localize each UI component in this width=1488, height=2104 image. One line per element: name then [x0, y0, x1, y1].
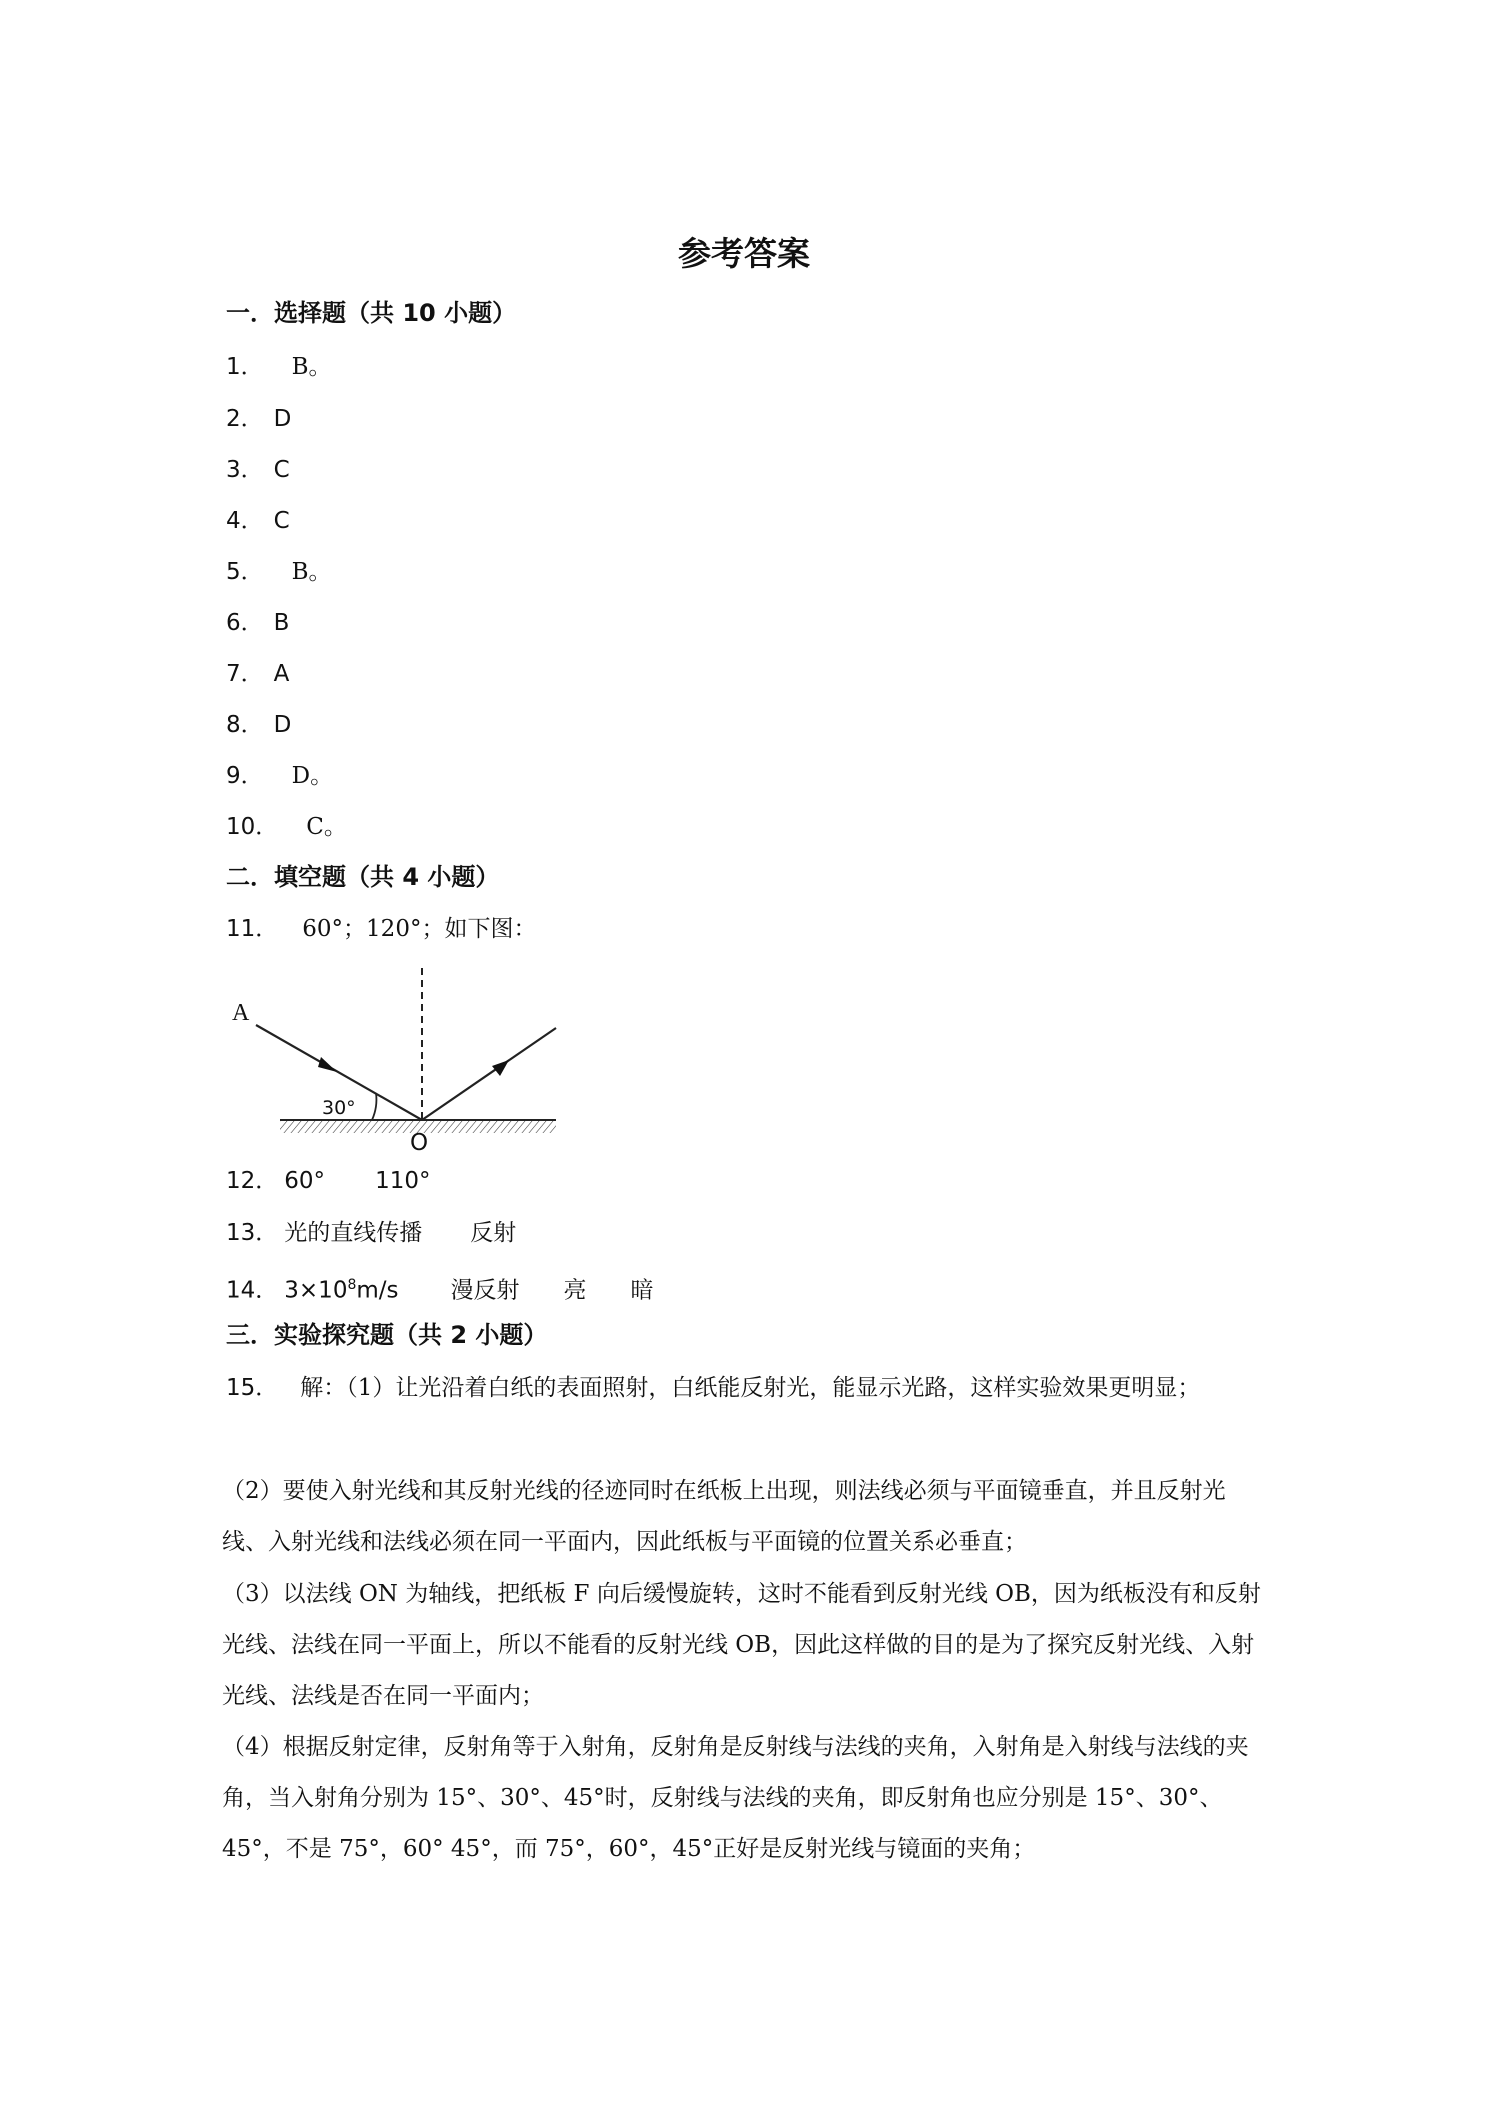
answer-value: 110° [375, 1168, 431, 1194]
answer-number: 4． [226, 508, 264, 534]
answer-number: 9． [226, 763, 264, 789]
answer-2 [226, 404, 291, 434]
answer-number: 1． [226, 354, 264, 380]
answer-15-part4: （4）根据反射定律，反射角等于入射角，反射角是反射线与法线的夹角，入射角是入射线与法线的夹角，当入射角分别为 15°、30°、45°时，反射线与法线的夹角，即反射角也应分别是 15°、30°、45°，不是 75°，60° 45°，而 75°，60°，45°正好是反射光线与镜面的夹角； [222, 1734, 1249, 1862]
answer-value: 光的直线传播 [284, 1220, 423, 1246]
answer-value: 漫反射 [450, 1277, 520, 1304]
answer-number: 5． [226, 559, 264, 585]
answer-value: B。 [291, 354, 332, 380]
reflected-arrow-icon [492, 1060, 509, 1076]
incident-arrow-icon [318, 1057, 337, 1072]
answer-value: B [273, 610, 290, 636]
section-heading-fill: 二．填空题（共 4 小题） [226, 863, 500, 891]
answer-value: 暗 [630, 1277, 654, 1304]
answer-value: C [273, 508, 290, 534]
answer-8 [226, 710, 291, 740]
answer-number: 6． [226, 610, 264, 636]
answer-value: 3×10 [284, 1277, 348, 1304]
answer-text: 解：（1）让光沿着白纸的表面照射，白纸能反射光，能显示光路，这样实验效果更明显； [300, 1375, 1201, 1401]
answer-value: 60° [284, 1168, 326, 1194]
answer-number: 14． [226, 1277, 279, 1304]
answer-number: 11． [226, 916, 279, 942]
answer-11 [226, 914, 536, 944]
answer-5 [226, 557, 332, 587]
answer-15-part3: （3）以法线 ON 为轴线，把纸板 F 向后缓慢旋转，这时不能看到反射光线 OB，因为纸板没有和反射光线、法线在同一平面上，所以不能看的反射光线 OB，因此这样做的目的是为了探究反射光线、入射光线、法线是否在同一平面内； [222, 1581, 1261, 1709]
answer-value: A [273, 661, 290, 687]
answer-value: 反射 [470, 1220, 517, 1246]
answer-value: 亮 [563, 1277, 587, 1304]
answer-number: 12． [226, 1168, 279, 1194]
answer-7 [226, 659, 289, 689]
answer-value: B。 [291, 559, 332, 585]
label-o: O [410, 1130, 429, 1156]
answer-value: 60°；120°；如下图： [302, 916, 537, 942]
answer-12 [226, 1166, 430, 1196]
answer-value: D [273, 406, 292, 432]
answer-number: 7． [226, 661, 264, 687]
answer-1 [226, 352, 332, 382]
answer-15-part1 [226, 1363, 1266, 1414]
answer-number: 15． [226, 1375, 279, 1401]
answer-number: 13． [226, 1220, 279, 1246]
answer-value: C。 [306, 814, 347, 840]
answer-15-part2: （2）要使入射光线和其反射光线的径迹同时在纸板上出现，则法线必须与平面镜垂直，并且反射光线、入射光线和法线必须在同一平面内，因此纸板与平面镜的位置关系必垂直； [222, 1478, 1226, 1555]
answer-value: D [273, 712, 292, 738]
section-heading-experiment: 三．实验探究题（共 2 小题） [226, 1321, 548, 1349]
answer-value: D。 [291, 763, 334, 789]
label-a: A [232, 1000, 250, 1026]
answer-number: 3． [226, 457, 264, 483]
answer-9 [226, 761, 333, 791]
angle-arc [372, 1093, 376, 1120]
answer-14 [226, 1270, 654, 1306]
unit: m/s [356, 1277, 399, 1304]
label-angle: 30° [322, 1097, 356, 1119]
answer-3 [226, 455, 290, 485]
answer-10 [226, 812, 347, 842]
answer-4 [226, 506, 290, 536]
reflected-ray [422, 1028, 556, 1120]
answer-number: 10． [226, 814, 279, 840]
answer-6 [226, 608, 289, 638]
answer-13 [226, 1218, 516, 1248]
answer-value: C [273, 457, 290, 483]
answer-number: 2． [226, 406, 264, 432]
section-heading-choice: 一．选择题（共 10 小题） [226, 299, 517, 327]
page-title: 参考答案 [678, 234, 810, 273]
answer-number: 8． [226, 712, 264, 738]
reflection-diagram [226, 968, 566, 1158]
exponent: 8 [347, 1277, 357, 1293]
